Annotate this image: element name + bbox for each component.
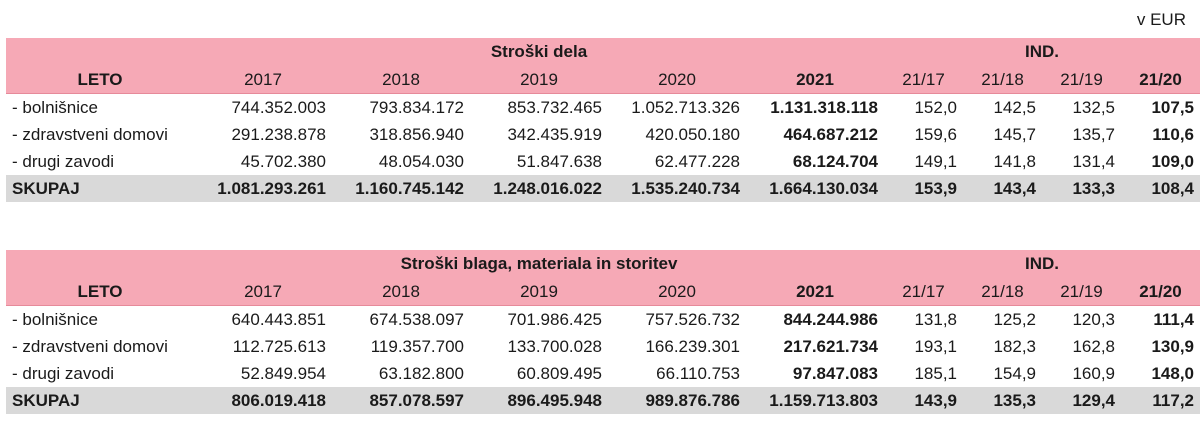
index-header: 21/17 xyxy=(884,278,963,306)
total-row xyxy=(6,387,1200,414)
table-title: Stroški dela xyxy=(194,38,884,66)
table-row xyxy=(6,360,1200,387)
cost-value-cell: 1.131.318.118 xyxy=(746,94,884,122)
year-header-current: 2021 xyxy=(746,278,884,306)
cost-value-cell: 66.110.753 xyxy=(608,360,746,387)
total-value-cell: 1.160.745.142 xyxy=(332,175,470,202)
index-value-cell: 135,7 xyxy=(1042,121,1121,148)
cost-value-cell: 1.052.713.326 xyxy=(608,94,746,122)
goods-materials-services-costs-table xyxy=(6,250,1200,414)
header-spacer xyxy=(6,250,194,278)
index-header: 21/18 xyxy=(963,66,1042,94)
year-header: 2020 xyxy=(608,278,746,306)
cost-value-cell: 48.054.030 xyxy=(332,148,470,175)
index-value-cell: 120,3 xyxy=(1042,306,1121,334)
total-value-cell: 806.019.418 xyxy=(194,387,332,414)
year-header: 2018 xyxy=(332,278,470,306)
index-value-cell: 148,0 xyxy=(1121,360,1200,387)
row-label: - zdravstveni domovi xyxy=(6,121,194,148)
index-value-cell: 185,1 xyxy=(884,360,963,387)
cost-value-cell: 757.526.732 xyxy=(608,306,746,334)
year-label-header: LETO xyxy=(6,66,194,94)
row-label: - bolnišnice xyxy=(6,306,194,334)
index-value-cell: 193,1 xyxy=(884,333,963,360)
cost-value-cell: 62.477.228 xyxy=(608,148,746,175)
table-row xyxy=(6,306,1200,334)
total-index-cell: 135,3 xyxy=(963,387,1042,414)
cost-value-cell: 68.124.704 xyxy=(746,148,884,175)
table-row xyxy=(6,333,1200,360)
total-index-cell: 143,4 xyxy=(963,175,1042,202)
index-header-current: 21/20 xyxy=(1121,66,1200,94)
index-value-cell: 160,9 xyxy=(1042,360,1121,387)
table-title: Stroški blaga, materiala in storitev xyxy=(194,250,884,278)
index-value-cell: 130,9 xyxy=(1121,333,1200,360)
row-label: - zdravstveni domovi xyxy=(6,333,194,360)
total-index-cell: 117,2 xyxy=(1121,387,1200,414)
index-header: 21/19 xyxy=(1042,278,1121,306)
total-row xyxy=(6,175,1200,202)
year-header-current: 2021 xyxy=(746,66,884,94)
cost-value-cell: 52.849.954 xyxy=(194,360,332,387)
year-header: 2019 xyxy=(470,66,608,94)
cost-value-cell: 217.621.734 xyxy=(746,333,884,360)
total-index-cell: 133,3 xyxy=(1042,175,1121,202)
cost-value-cell: 112.725.613 xyxy=(194,333,332,360)
total-value-cell: 1.248.016.022 xyxy=(470,175,608,202)
row-label: - drugi zavodi xyxy=(6,148,194,175)
total-index-cell: 143,9 xyxy=(884,387,963,414)
total-value-cell: 1.535.240.734 xyxy=(608,175,746,202)
cost-value-cell: 63.182.800 xyxy=(332,360,470,387)
cost-value-cell: 97.847.083 xyxy=(746,360,884,387)
index-title: IND. xyxy=(884,38,1200,66)
index-value-cell: 125,2 xyxy=(963,306,1042,334)
index-value-cell: 111,4 xyxy=(1121,306,1200,334)
index-value-cell: 142,5 xyxy=(963,94,1042,122)
cost-value-cell: 701.986.425 xyxy=(470,306,608,334)
index-value-cell: 154,9 xyxy=(963,360,1042,387)
cost-value-cell: 45.702.380 xyxy=(194,148,332,175)
year-label-header: LETO xyxy=(6,278,194,306)
total-value-cell: 857.078.597 xyxy=(332,387,470,414)
index-value-cell: 109,0 xyxy=(1121,148,1200,175)
cost-value-cell: 640.443.851 xyxy=(194,306,332,334)
total-label: SKUPAJ xyxy=(6,175,194,202)
index-value-cell: 131,4 xyxy=(1042,148,1121,175)
cost-value-cell: 318.856.940 xyxy=(332,121,470,148)
total-value-cell: 896.495.948 xyxy=(470,387,608,414)
index-value-cell: 141,8 xyxy=(963,148,1042,175)
index-value-cell: 149,1 xyxy=(884,148,963,175)
index-value-cell: 110,6 xyxy=(1121,121,1200,148)
table-row xyxy=(6,121,1200,148)
currency-unit-label: v EUR xyxy=(1136,10,1186,29)
index-value-cell: 162,8 xyxy=(1042,333,1121,360)
total-value-cell: 1.081.293.261 xyxy=(194,175,332,202)
index-value-cell: 152,0 xyxy=(884,94,963,122)
cost-value-cell: 166.239.301 xyxy=(608,333,746,360)
index-value-cell: 131,8 xyxy=(884,306,963,334)
row-label: - drugi zavodi xyxy=(6,360,194,387)
index-header: 21/17 xyxy=(884,66,963,94)
cost-value-cell: 844.244.986 xyxy=(746,306,884,334)
year-header: 2019 xyxy=(470,278,608,306)
table-row xyxy=(6,148,1200,175)
index-header: 21/18 xyxy=(963,278,1042,306)
total-index-cell: 129,4 xyxy=(1042,387,1121,414)
index-value-cell: 145,7 xyxy=(963,121,1042,148)
index-header-current: 21/20 xyxy=(1121,278,1200,306)
total-label: SKUPAJ xyxy=(6,387,194,414)
index-title: IND. xyxy=(884,250,1200,278)
year-header: 2020 xyxy=(608,66,746,94)
header-spacer xyxy=(6,38,194,66)
index-value-cell: 182,3 xyxy=(963,333,1042,360)
cost-value-cell: 119.357.700 xyxy=(332,333,470,360)
year-header: 2017 xyxy=(194,278,332,306)
cost-value-cell: 291.238.878 xyxy=(194,121,332,148)
row-label: - bolnišnice xyxy=(6,94,194,122)
index-value-cell: 107,5 xyxy=(1121,94,1200,122)
year-header: 2017 xyxy=(194,66,332,94)
index-value-cell: 132,5 xyxy=(1042,94,1121,122)
cost-value-cell: 674.538.097 xyxy=(332,306,470,334)
cost-value-cell: 853.732.465 xyxy=(470,94,608,122)
cost-value-cell: 420.050.180 xyxy=(608,121,746,148)
year-header: 2018 xyxy=(332,66,470,94)
index-value-cell: 159,6 xyxy=(884,121,963,148)
labour-costs-table xyxy=(6,38,1200,202)
cost-value-cell: 60.809.495 xyxy=(470,360,608,387)
total-value-cell: 989.876.786 xyxy=(608,387,746,414)
cost-value-cell: 793.834.172 xyxy=(332,94,470,122)
cost-value-cell: 51.847.638 xyxy=(470,148,608,175)
cost-value-cell: 133.700.028 xyxy=(470,333,608,360)
cost-value-cell: 342.435.919 xyxy=(470,121,608,148)
cost-value-cell: 744.352.003 xyxy=(194,94,332,122)
index-header: 21/19 xyxy=(1042,66,1121,94)
total-value-cell: 1.664.130.034 xyxy=(746,175,884,202)
total-index-cell: 153,9 xyxy=(884,175,963,202)
total-index-cell: 108,4 xyxy=(1121,175,1200,202)
cost-value-cell: 464.687.212 xyxy=(746,121,884,148)
table-row xyxy=(6,94,1200,122)
total-value-cell: 1.159.713.803 xyxy=(746,387,884,414)
